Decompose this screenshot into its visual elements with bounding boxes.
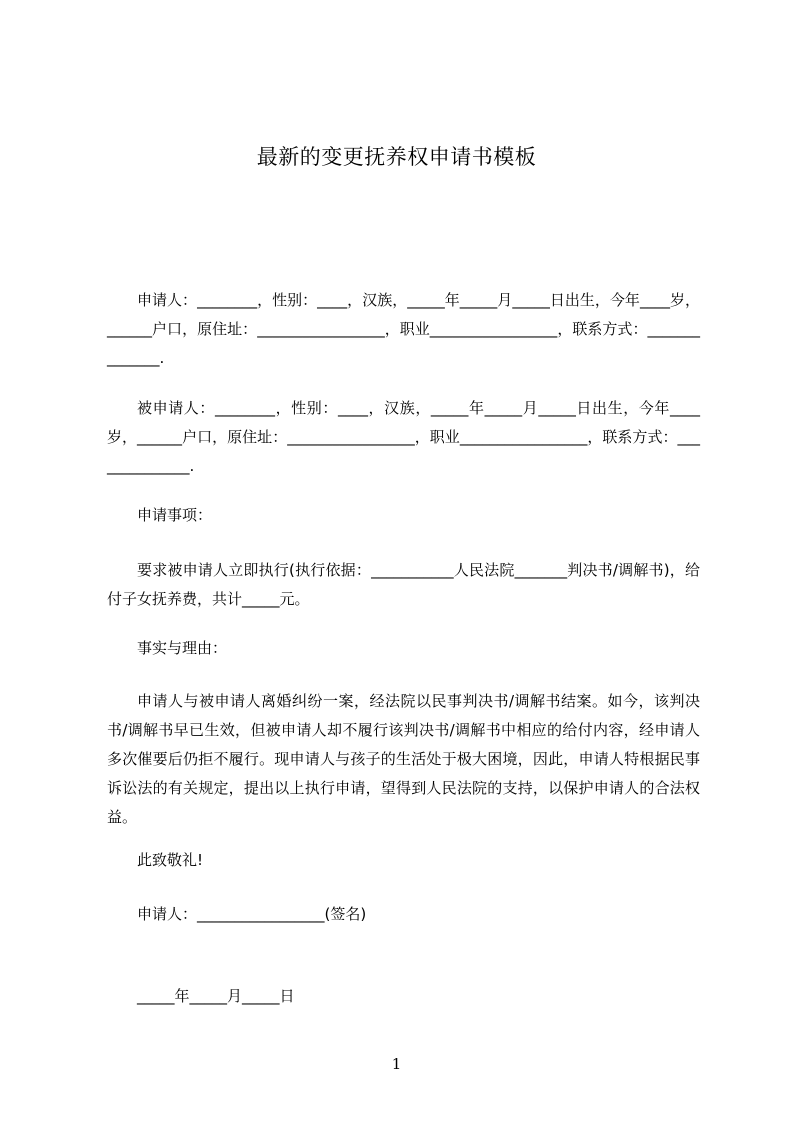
- facts-paragraph: 申请人与被申请人离婚纠纷一案，经法院以民事判决书/调解书结案。如今，该判决书/调解书早已生效，但被申请人却不履行该判决书/调解书中相应的给付内容，经申请人多次催要后仍拒不履行。现申请人与孩子的生活处于极大困境，因此，申请人特根据民事诉讼法的有关规定，提出以上执行申请，望得到人民法院的支持，以保护申请人的合法权益。: [107, 692, 700, 826]
- date-line: _____年_____月_____日: [137, 987, 295, 1005]
- applicant-info-paragraph: 申请人：________，性别：____，汉族，_____年_____月_____日出生，今年____岁，______户口，原住址：_________________，职业_________________，联系方式：______________.: [107, 291, 700, 367]
- page-number: 1: [391, 1055, 402, 1073]
- closing-salutation: 此致敬礼!: [137, 851, 204, 869]
- document-title: 最新的变更抚养权申请书模板: [256, 145, 537, 169]
- respondent-info-paragraph: 被申请人：________，性别：____，汉族，_____年_____月_____日出生，今年____岁，______户口，原住址：_________________，职业_________________，联系方式：______________.: [107, 399, 700, 475]
- signature-line: 申请人：_________________(签名): [137, 905, 367, 923]
- request-paragraph: 要求被申请人立即执行(执行依据：___________人民法院_______判决书/调解书)，给付子女抚养费，共计_____元。: [107, 561, 700, 608]
- facts-heading: 事实与理由：: [137, 639, 228, 657]
- request-heading: 申请事项：: [137, 506, 213, 524]
